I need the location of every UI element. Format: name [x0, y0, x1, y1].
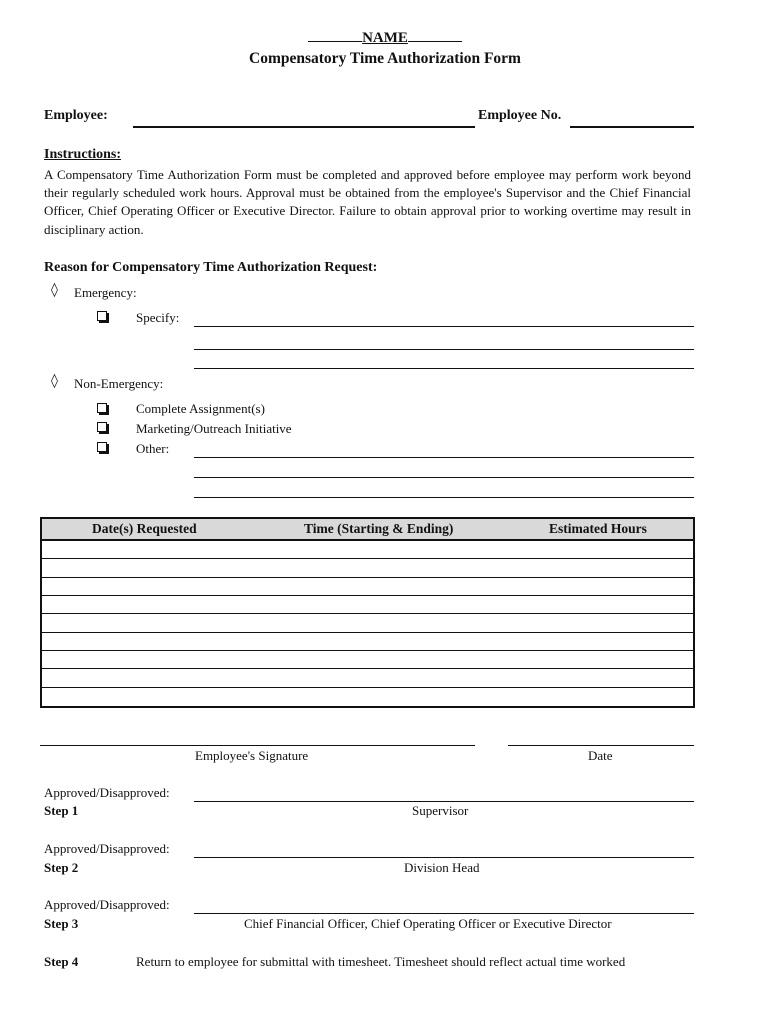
step1-label: Step 1 — [44, 803, 79, 818]
table-row[interactable] — [42, 632, 693, 633]
request-table-header — [42, 519, 693, 541]
date-line[interactable] — [508, 745, 694, 746]
step3-role: Chief Financial Officer, Chief Operating Officer or Executive Director — [244, 916, 612, 931]
step2-label: Step 2 — [44, 860, 79, 875]
table-row[interactable] — [42, 668, 693, 669]
non-emergency-label: Non-Emergency: — [74, 376, 164, 391]
step2-signature-line[interactable] — [194, 857, 694, 858]
name-blank-left — [308, 29, 362, 42]
step4-label: Step 4 — [44, 954, 79, 969]
table-row[interactable] — [42, 595, 693, 596]
table-row[interactable] — [42, 687, 693, 688]
employee-label: Employee: — [44, 108, 108, 123]
step3-signature-line[interactable] — [194, 913, 694, 914]
specify-line-1[interactable] — [194, 326, 694, 327]
emergency-diamond-icon: ◊ — [51, 282, 58, 298]
complete-assignment-label: Complete Assignment(s) — [136, 401, 265, 416]
table-row[interactable] — [42, 577, 693, 578]
specify-line-3[interactable] — [194, 368, 694, 369]
table-row[interactable] — [42, 650, 693, 651]
other-checkbox[interactable] — [97, 442, 107, 452]
other-line-3[interactable] — [194, 497, 694, 498]
marketing-outreach-label: Marketing/Outreach Initiative — [136, 421, 292, 436]
specify-checkbox[interactable] — [97, 311, 107, 321]
step1-role: Supervisor — [412, 803, 469, 818]
col-time-start-end: Time (Starting & Ending) — [304, 521, 454, 536]
employee-number-label: Employee No. — [478, 108, 562, 123]
name-blank-right — [408, 29, 462, 42]
form-name-heading — [0, 29, 770, 47]
name-label: NAME — [362, 30, 408, 46]
employee-number-field[interactable] — [570, 126, 694, 128]
marketing-outreach-checkbox[interactable] — [97, 422, 107, 432]
employee-name-field[interactable] — [133, 126, 475, 128]
other-label: Other: — [136, 441, 170, 456]
non-emergency-diamond-icon: ◊ — [51, 373, 58, 389]
step3-label: Step 3 — [44, 916, 79, 931]
request-table — [40, 517, 695, 708]
date-label: Date — [588, 748, 613, 763]
other-line-1[interactable] — [194, 457, 694, 458]
instructions-heading: Instructions: — [44, 147, 122, 162]
other-line-2[interactable] — [194, 477, 694, 478]
emergency-label: Emergency: — [74, 285, 137, 300]
employee-signature-line[interactable] — [40, 745, 475, 746]
specify-label: Specify: — [136, 310, 180, 325]
specify-line-2[interactable] — [194, 349, 694, 350]
col-estimated-hours: Estimated Hours — [549, 521, 647, 536]
table-row[interactable] — [42, 613, 693, 614]
reason-heading: Reason for Compensatory Time Authorization Request: — [44, 260, 378, 275]
step2-role: Division Head — [404, 860, 480, 875]
instructions-text: A Compensatory Time Authorization Form must be completed and approved before employee may perform work beyond their regularly scheduled work hours. Approval must be obtained from the employee's Supervisor and the Chief Financial Officer, Chief Operating Officer or Executive Director. Failure to obtain approval prior to working overtime may result in disciplinary action. — [44, 167, 691, 237]
step2-approved-label: Approved/Disapproved: — [44, 841, 170, 856]
step1-approved-label: Approved/Disapproved: — [44, 785, 170, 800]
step1-signature-line[interactable] — [194, 801, 694, 802]
table-row[interactable] — [42, 558, 693, 559]
complete-assignment-checkbox[interactable] — [97, 403, 107, 413]
employee-signature-label: Employee's Signature — [195, 748, 309, 763]
col-dates-requested: Date(s) Requested — [92, 521, 197, 536]
form-title: Compensatory Time Authorization Form — [249, 50, 521, 67]
step4-text: Return to employee for submittal with timesheet. Timesheet should reflect actual time worked — [136, 954, 626, 969]
step3-approved-label: Approved/Disapproved: — [44, 897, 170, 912]
